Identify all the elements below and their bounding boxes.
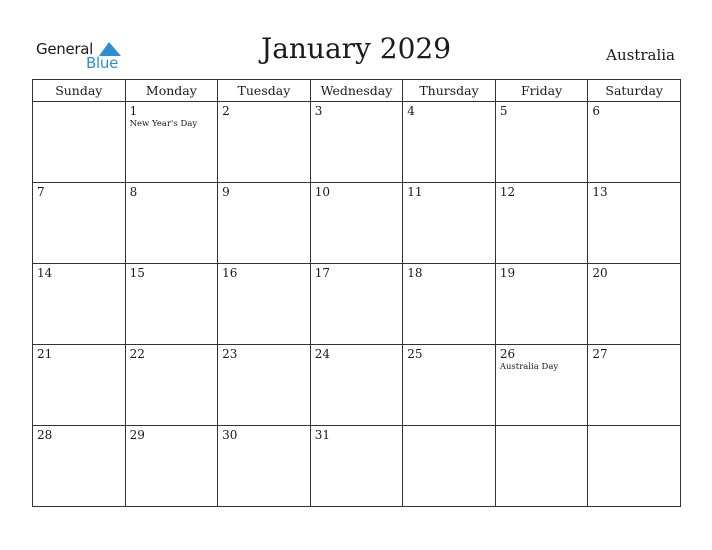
day-number: 30 <box>222 428 238 442</box>
day-number: 2 <box>222 104 230 118</box>
week-row <box>33 264 681 345</box>
week-row <box>33 102 681 183</box>
day-number: 3 <box>314 104 323 118</box>
day-cell <box>33 264 126 345</box>
country-label: Australia <box>606 46 675 64</box>
day-cell <box>310 264 403 345</box>
day-cell <box>588 345 681 426</box>
day-number: 5 <box>499 104 508 118</box>
day-number: 13 <box>592 185 608 199</box>
day-number: 12 <box>499 185 516 199</box>
day-cell <box>495 264 588 345</box>
weekday-header: Wednesday <box>310 80 403 102</box>
day-cell <box>310 345 403 426</box>
day-cell <box>403 183 496 264</box>
day-cell <box>33 183 126 264</box>
day-number: 16 <box>222 266 238 280</box>
day-number: 7 <box>37 185 45 199</box>
calendar-title: January 2029 <box>260 32 452 65</box>
day-cell <box>125 183 218 264</box>
day-number: 4 <box>407 104 415 118</box>
day-number: 1 <box>129 104 138 118</box>
day-number: 29 <box>129 428 145 442</box>
day-number: 21 <box>37 347 53 361</box>
day-number: 23 <box>222 347 238 361</box>
day-number: 22 <box>129 347 145 361</box>
empty-day-cell <box>495 426 588 507</box>
week-row <box>33 345 681 426</box>
day-number: 10 <box>314 185 330 199</box>
day-cell <box>218 426 311 507</box>
day-number: 14 <box>37 266 53 280</box>
holiday-label: Australia Day <box>499 362 559 372</box>
week-row <box>33 426 681 507</box>
empty-day-cell <box>588 426 681 507</box>
week-row <box>33 183 681 264</box>
day-number: 28 <box>37 428 53 442</box>
weekday-header: Friday <box>495 80 588 102</box>
day-number: 15 <box>129 266 145 280</box>
holiday-label: New Year's Day <box>129 119 198 129</box>
day-cell <box>495 102 588 183</box>
day-cell <box>588 264 681 345</box>
day-number: 8 <box>129 185 138 199</box>
day-cell <box>125 426 218 507</box>
day-cell <box>588 183 681 264</box>
empty-day-cell <box>403 426 496 507</box>
weekday-header: Tuesday <box>218 80 311 102</box>
day-cell <box>125 264 218 345</box>
day-cell <box>403 345 496 426</box>
day-cell <box>310 426 403 507</box>
day-number: 26 <box>499 347 516 361</box>
weekday-header-row <box>33 80 681 102</box>
day-cell <box>218 264 311 345</box>
day-cell <box>33 426 126 507</box>
calendar-body <box>33 102 681 507</box>
day-cell <box>588 102 681 183</box>
day-number: 31 <box>314 428 330 442</box>
day-cell <box>403 264 496 345</box>
weekday-header: Thursday <box>403 80 496 102</box>
day-number: 6 <box>592 104 601 118</box>
day-cell <box>33 345 126 426</box>
weekday-header: Saturday <box>588 80 681 102</box>
day-cell <box>310 102 403 183</box>
logo-word-general: General <box>36 40 94 58</box>
day-cell <box>495 345 588 426</box>
day-cell <box>218 102 311 183</box>
day-number: 19 <box>499 266 516 280</box>
day-number: 20 <box>592 266 608 280</box>
weekday-header: Monday <box>125 80 218 102</box>
logo-word-blue: Blue <box>86 54 118 72</box>
day-cell <box>310 183 403 264</box>
day-cell <box>218 183 311 264</box>
day-number: 25 <box>407 347 423 361</box>
day-number: 17 <box>314 266 330 280</box>
day-cell <box>495 183 588 264</box>
day-number: 9 <box>222 185 230 199</box>
day-cell <box>125 102 218 183</box>
day-number: 11 <box>407 185 423 199</box>
day-cell <box>403 102 496 183</box>
empty-day-cell <box>33 102 126 183</box>
day-number: 27 <box>592 347 608 361</box>
day-cell <box>218 345 311 426</box>
day-number: 24 <box>314 347 330 361</box>
day-number: 18 <box>407 266 423 280</box>
weekday-header: Sunday <box>33 80 126 102</box>
calendar-grid <box>32 79 681 507</box>
day-cell <box>125 345 218 426</box>
